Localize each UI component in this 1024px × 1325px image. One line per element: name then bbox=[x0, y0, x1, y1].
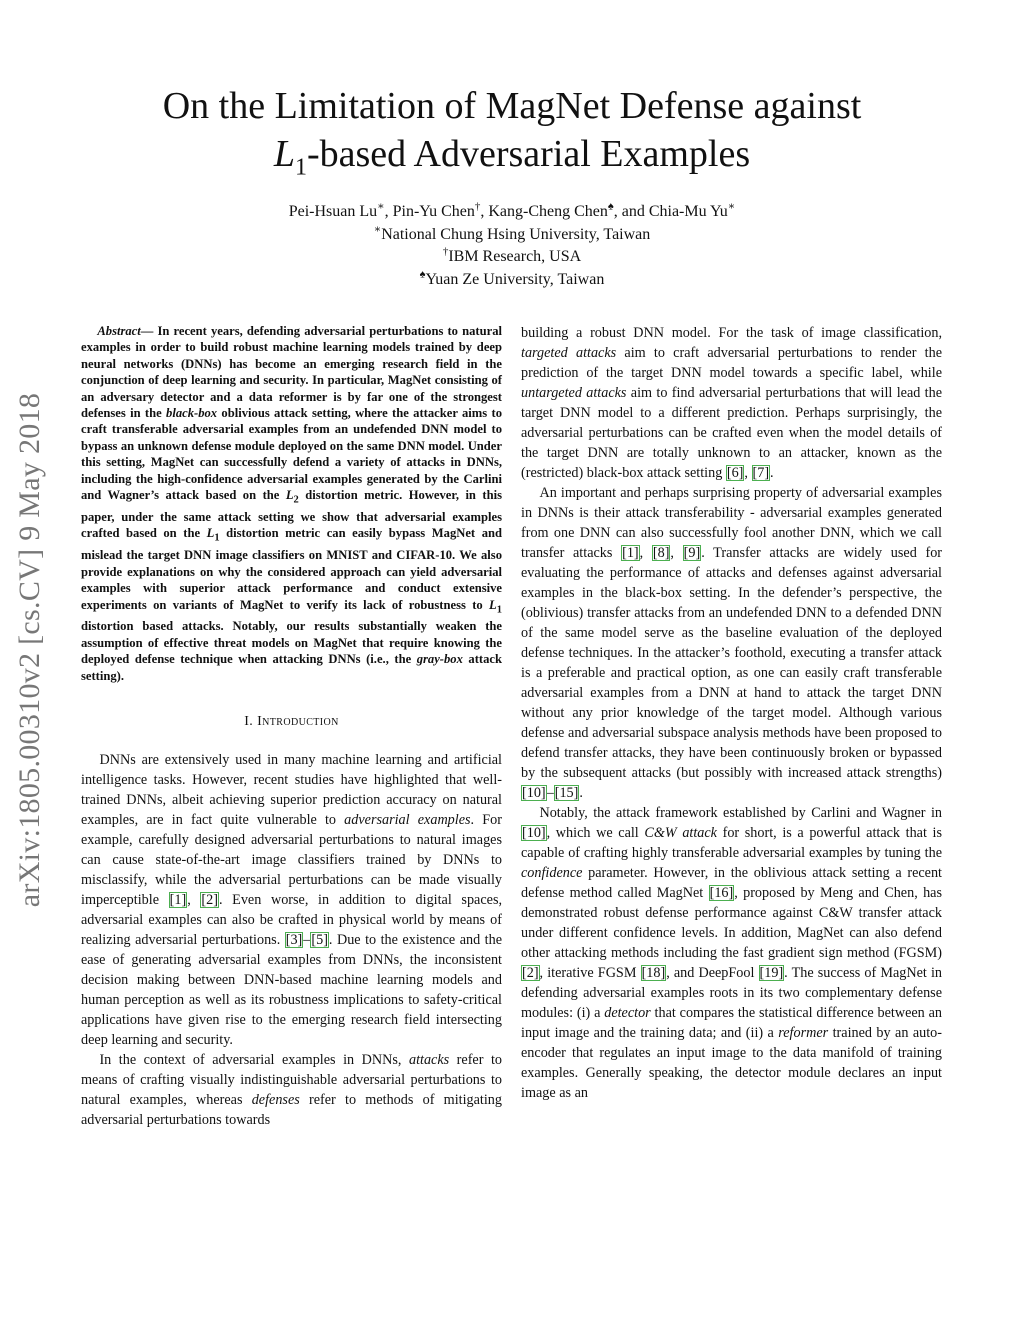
affiliation-1: ∗National Chung Hsing University, Taiwan bbox=[373, 223, 651, 243]
author-list: Pei-Hsuan Lu∗, Pin-Yu Chen†, Kang-Cheng Chen♠, and Chia-Mu Yu∗ bbox=[288, 200, 736, 220]
left-column bbox=[81, 323, 502, 1130]
paper-title bbox=[80, 82, 944, 192]
intro-paragraph-2: In the context of adversarial examples in DNNs, attacks refer to means of crafting visually indistinguishable adversarial perturbations to natural examples, whereas defenses refer to methods of mitigating adversarial perturbations towards bbox=[81, 1052, 502, 1129]
citation-link[interactable]: [1] bbox=[622, 545, 639, 561]
citation-link[interactable]: [16] bbox=[709, 885, 734, 901]
citation-link[interactable]: [18] bbox=[641, 965, 666, 981]
author-block bbox=[80, 201, 944, 291]
citation-link[interactable]: [8] bbox=[652, 545, 670, 561]
citation-link[interactable]: [6] bbox=[726, 465, 744, 481]
arxiv-identifier-stamp bbox=[6, 350, 54, 950]
citation-link[interactable]: [9] bbox=[683, 545, 701, 561]
citation-link[interactable]: [10] bbox=[522, 825, 546, 841]
abstract: Abstract— In recent years, defending adversarial perturbations to natural examples in order to build robust machine learning models trained by deep neural networks (DNNs) has become an emerging research field in the conjunction of deep learning and security. In particular, MagNet consisting of an adversary detector and a data reformer is by far one of the strongest defenses in the black-box oblivious attack setting, where the attacker aims to craft transferable adversarial examples from an undefended DNN model to bypass an unknown defense module deployed on the same DNN model. Under this setting, MagNet can successfully defend a variety of attacks in DNNs, including the high-confidence adversarial examples generated by the Carlini and Wagner’s attack based on the $L_2$ distortion metric. However, in this paper, under the same attack setting we show that adversarial examples crafted based on the $L_1$ distortion metric can easily bypass MagNet and mislead the target DNN image classifiers on MNIST and CIFAR-10. We also provide explanations on why the considered approach can yield adversarial examples with superior attack performance and conduct extensive experiments on variants of MagNet to verify its lack of robustness to $L_1$ distortion based attacks. Notably, our results substantially weaken the assumption of effective threat models on MagNet that require knowing the deployed defense technique when attacking DNNs (i.e., the gray-box attack setting). bbox=[81, 324, 502, 683]
citation-link[interactable]: [3] bbox=[285, 932, 303, 949]
citation-link[interactable]: [1] bbox=[169, 892, 187, 909]
citation-link[interactable]: [7] bbox=[752, 465, 770, 481]
right-column bbox=[521, 323, 942, 1103]
intro-paragraph-4: Notably, the attack framework established by Carlini and Wagner in [10], which we call C&W attack for short, is a powerful attack that is capable of crafting highly transferable adversarial examples by tuning the confidence parameter. However, in the oblivious attack setting a recent defense method called MagNet [16], proposed by Meng and Chen, has demonstrated robust defense performance against C&W transfer attack under different confidence levels. In addition, MagNet can also defend other attacking methods including the fast gradient sign method (FGSM) [2], iterative FGSM [18], and DeepFool [19]. The success of MagNet in defending adversarial examples roots in its two complementary defense modules: (i) a detector that compares the statistical difference between an input image and the training data; and (ii) a reformer trained by an auto-encoder that regulates an input image to the data manifold of training examples. Generally speaking, the detector module declares an input image as an bbox=[521, 805, 943, 1101]
section-heading-introduction: I. Introduction bbox=[244, 714, 339, 730]
citation-link[interactable]: [15] bbox=[554, 785, 579, 801]
title-l1-symbol: $L_1$ bbox=[273, 133, 307, 181]
affiliation-3: ♠Yuan Ze University, Taiwan bbox=[419, 268, 605, 288]
citation-link[interactable]: [2] bbox=[201, 892, 218, 909]
intro-paragraph-1: DNNs are extensively used in many machine learning and artificial intelligence tasks. However, recent studies have highlighted that well-trained DNNs, albeit achieving superior prediction accuracy on natural examples, are in fact quite vulnerable to adversarial examples. For example, carefully designed adversarial perturbations to natural images can cause state-of-the-art image classifiers trained by DNNs to misclassify, while the adversarial perturbations can be made visually imperceptible [1], [2]. Even worse, in addition to digital spaces, adversarial examples can also be crafted in physical world by means of realizing adversarial perturbations. [3]–[5]. Due to the existence and the ease of generating adversarial examples from DNNs, the inconsistent decision making between DNN-based machine learning models and human perception as well as its robustness implications to safety-critical applications have given rise to the emerging research field intersecting deep learning and security. bbox=[81, 752, 503, 1049]
affiliation-2: †IBM Research, USA bbox=[442, 245, 582, 265]
citation-link[interactable]: [2] bbox=[522, 965, 539, 981]
arxiv-stamp-text: arXiv:1805.00310v2 [cs.CV] 9 May 2018 bbox=[13, 392, 47, 908]
title-line-2: -based Adversarial Examples bbox=[306, 133, 751, 175]
intro-paragraph-3: An important and perhaps surprising property of adversarial examples in DNNs is their attack transferability - adversarial examples generated from one DNN can also successfully fool another DNN, which we call transfer attacks [1], [8], [9]. Transfer attacks are widely used for evaluating the performance of attacks and defenses against adversarial examples in the black-box setting. In the defender’s perspective, the (oblivious) transfer attacks from an undefended DNN to a defended DNN of the same model serve as the baseline evaluation of the deployed defense techniques. In the attacker’s foothold, executing a transfer attack is a preferable and practical option, as one can easily craft transferable adversarial examples from a DNN at hand to attack the target DNN without any prior knowledge of the target model. Although various defense and adversarial subspace analysis methods have been proposed to defend transfer attacks, they have been continuously broken or bypassed by the subsequent attacks (but possibly with increased attack strengths) [10]–[15]. bbox=[521, 485, 943, 801]
citation-link[interactable]: [5] bbox=[311, 932, 328, 949]
citation-link[interactable]: [19] bbox=[759, 965, 784, 981]
citation-link[interactable]: [10] bbox=[522, 785, 546, 801]
title-line-1: On the Limitation of MagNet Defense against bbox=[162, 85, 862, 127]
intro-paragraph-2-continued: building a robust DNN model. For the task of image classification, targeted attacks aim to craft adversarial perturbations to render the prediction of the target DNN model towards a specific label, while untargeted attacks aim to find adversarial perturbations that will lead the target DNN model to a different prediction. Perhaps surprisingly, the adversarial perturbations can be crafted even when the model details of the target DNN are totally unknown to an attacker, known as the (restricted) black-box attack setting [6], [7]. bbox=[521, 325, 942, 481]
